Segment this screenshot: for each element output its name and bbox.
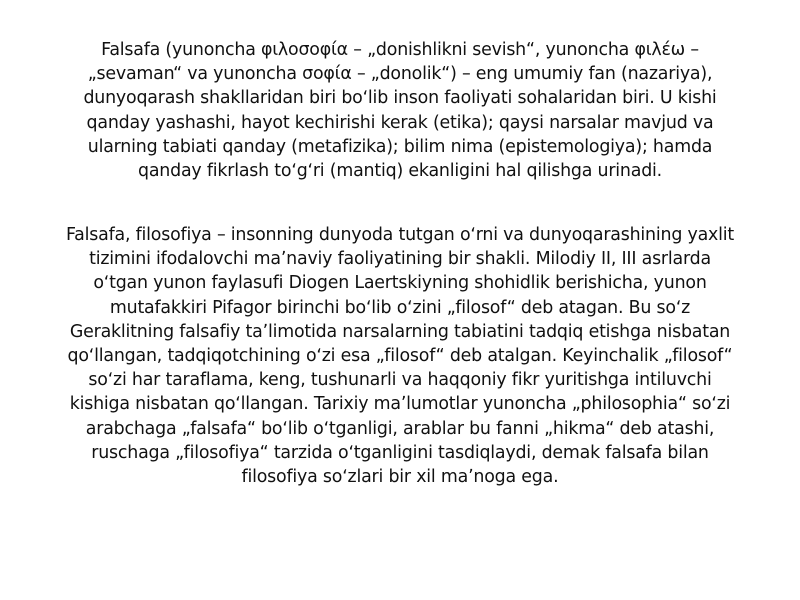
paragraph-falsafa-definition: Falsafa (yunoncha φιλοσοφία – „donishlikni sevish“, yunoncha φιλέω – „sevaman“ va yunoncha σοφία – „donolik“) – eng umumiy fan (nazariya), dunyoqarash shakllaridan biri boʻlib inson faoliyati sohalaridan biri. U kishi qanday yashashi, hayot kechirishi kerak (etika); qaysi narsalar mavjud va ularning tabiati qanday (metafizika); bilim nima (epistemologiya); hamda qanday fikrlash toʻgʻri (mantiq) ekanligini hal qilishga urinadi. bbox=[83, 40, 717, 182]
paragraph-falsafa-history: Falsafa, filosofiya – insonning dunyoda tutgan oʻrni va dunyoqarashining yaxlit tizimini ifodalovchi maʼnaviy faoliyatining bir shakli. Milodiy II, III asrlarda oʻtgan yunon faylasufi Diogen Laertskiyning shohidlik berishicha, yunon mutafakkiri Pifagor birinchi boʻlib oʻzini „filosof“ deb atagan. Bu soʻz Geraklitning falsafiy taʼlimotida narsalarning tabiatini tadqiq etishga nisbatan qoʻllangan, tadqiqotchining oʻzi esa „filosof“ deb atalgan. Keyinchalik „filosof“ soʻzi har taraflama, keng, tushunarli va haqqoniy fikr yuritishga intiluvchi kishiga nisbatan qoʻllangan. Tarixiy maʼlumotlar yunoncha „philosophia“ soʻzi arabchaga „falsafa“ boʻlib oʻtganligi, arablar bu fanni „hikma“ deb atashi, ruschaga „filosofiya“ tarzida oʻtganligini tasdiqlaydi, demak falsafa bilan filosofiya soʻzlari bir xil maʼnoga ega. bbox=[65, 225, 735, 488]
